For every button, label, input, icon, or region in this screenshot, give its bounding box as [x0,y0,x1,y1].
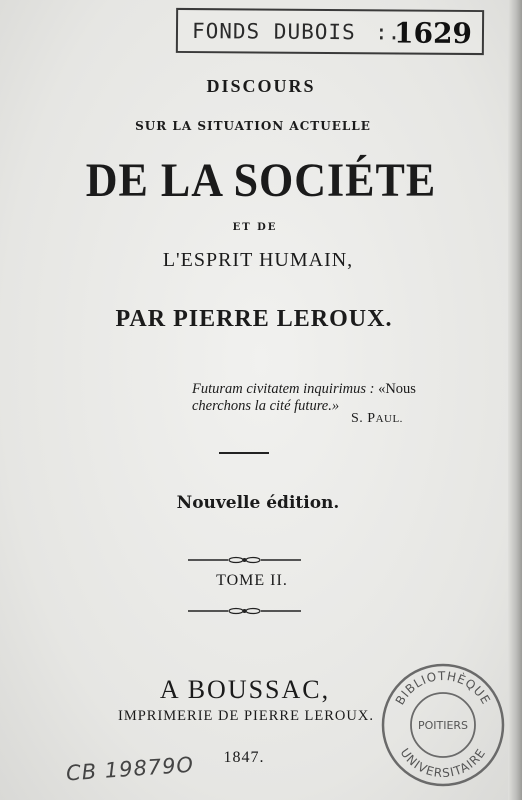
svg-text:BIBLIOTHÈQUE [393,669,494,707]
seal-top-text: BIBLIOTHÈQUE [392,668,494,708]
epigraph-latin: Futuram civitatem inquirimus : [192,381,375,397]
imprint-printer: IMPRIMERIE DE PIERRE LEROUX. [118,708,374,724]
epigraph-french-end: cherchons la cité future.» [192,398,340,414]
stamp-label: FONDS DUBOIS [191,19,356,45]
attribution-initial: S. P [351,411,376,426]
epigraph-attribution [351,411,403,427]
epigraph [192,381,437,415]
imprint-year: 1847. [223,749,265,766]
stamp-number: 1629 [393,16,473,50]
imprint-place: A BOUSSAC, [159,675,331,704]
title-main: DE LA SOCIÉTE [85,154,437,207]
title-esprit: L'ESPRIT HUMAIN, [162,249,354,271]
author-line: PAR PIERRE LEROUX. [115,306,393,332]
ornamental-rule-bottom [188,606,301,616]
stamp-dots: :. [374,20,401,45]
title-discours: DISCOURS [206,76,316,96]
attribution-rest: AUL. [375,413,403,425]
library-seal-stamp [380,662,506,788]
edition-line: Nouvelle édition. [176,493,340,513]
handwritten-shelfmark: CB 19879O [65,752,195,786]
title-situation: SUR LA SITUATION ACTUELLE [135,119,371,133]
fonds-dubois-stamp [176,8,484,55]
epigraph-french-start: «Nous [378,381,416,397]
title-et-de: ET DE [232,222,278,233]
short-rule [219,452,269,454]
volume-label: TOME II. [216,572,288,589]
seal-center-text: POITIERS [417,719,469,732]
ornamental-rule-top [188,555,301,565]
seal-bottom-text: UNIVERSITAIRE [397,745,489,781]
